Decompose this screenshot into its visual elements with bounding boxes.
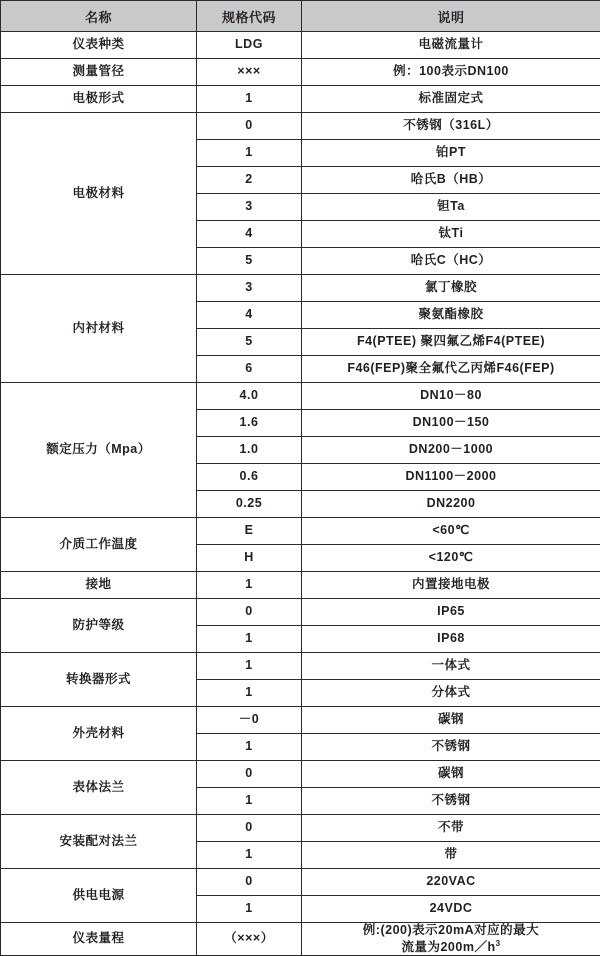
column-header-description: 说明 — [302, 1, 600, 32]
table-row — [1, 32, 600, 59]
table-row — [1, 275, 600, 302]
spec-code-cell: 0 — [197, 761, 302, 788]
description-line: 例:(200)表示20mA对应的最大 — [302, 923, 600, 939]
row-name-cell: 仪表种类 — [1, 32, 197, 59]
description-cell: 哈氏B（HB） — [302, 167, 600, 194]
table-header-row — [1, 1, 600, 32]
spec-code-cell: LDG — [197, 32, 302, 59]
spec-code-cell: 1 — [197, 680, 302, 707]
description-cell: 聚氨酯橡胶 — [302, 302, 600, 329]
description-cell: DN10－80 — [302, 383, 600, 410]
description-cell: <60℃ — [302, 518, 600, 545]
spec-code-cell: 4 — [197, 302, 302, 329]
row-name-cell: 外壳材料 — [1, 707, 197, 761]
column-header-code: 规格代码 — [197, 1, 302, 32]
spec-code-cell: E — [197, 518, 302, 545]
description-line: 流量为$200m/h^3$ — [302, 939, 600, 956]
table-row — [1, 869, 600, 896]
spec-code-cell: 1 — [197, 653, 302, 680]
exponent: 3 — [496, 939, 501, 948]
spec-code-cell: －0 — [197, 707, 302, 734]
description-cell: 不锈钢 — [302, 788, 600, 815]
description-cell: 不锈钢（316L） — [302, 113, 600, 140]
row-name-cell: 内衬材料 — [1, 275, 197, 383]
table-row — [1, 599, 600, 626]
spec-code-cell: 0.6 — [197, 464, 302, 491]
description-cell: DN1100－2000 — [302, 464, 600, 491]
table-row — [1, 815, 600, 842]
table-row — [1, 761, 600, 788]
row-name-cell: 电极材料 — [1, 113, 197, 275]
spec-code-cell: 1.6 — [197, 410, 302, 437]
description-cell: F4(PTEE) 聚四氟乙烯F4(PTEE) — [302, 329, 600, 356]
spec-code-cell: 1 — [197, 788, 302, 815]
description-cell: DN2200 — [302, 491, 600, 518]
spec-code-cell: 0 — [197, 599, 302, 626]
description-cell: 一体式 — [302, 653, 600, 680]
description-cell: 220VAC — [302, 869, 600, 896]
spec-code-cell: 4.0 — [197, 383, 302, 410]
table-body — [1, 32, 600, 956]
spec-code-cell: 2 — [197, 167, 302, 194]
table-row — [1, 59, 600, 86]
spec-code-cell: H — [197, 545, 302, 572]
spec-code-cell: 1 — [197, 734, 302, 761]
description-cell: 带 — [302, 842, 600, 869]
description-cell: 铂PT — [302, 140, 600, 167]
row-name-cell: 测量管径 — [1, 59, 197, 86]
table-row — [1, 518, 600, 545]
spec-code-cell: 1 — [197, 626, 302, 653]
spec-code-cell: 1 — [197, 896, 302, 923]
description-cell: 不锈钢 — [302, 734, 600, 761]
spec-code-cell: 4 — [197, 221, 302, 248]
spec-code-cell: 5 — [197, 248, 302, 275]
spec-code-cell: （×××） — [197, 923, 302, 956]
row-name-cell: 安装配对法兰 — [1, 815, 197, 869]
description-cell: 碳钢 — [302, 707, 600, 734]
description-cell: 氯丁橡胶 — [302, 275, 600, 302]
description-cell: 哈氏C（HC） — [302, 248, 600, 275]
description-cell: IP65 — [302, 599, 600, 626]
description-cell: 电磁流量计 — [302, 32, 600, 59]
description-cell: F46(FEP)聚全氟代乙丙烯F46(FEP) — [302, 356, 600, 383]
spec-code-cell: 1.0 — [197, 437, 302, 464]
description-cell: IP68 — [302, 626, 600, 653]
row-name-cell: 额定压力（Mpa） — [1, 383, 197, 518]
column-header-name: 名称 — [1, 1, 197, 32]
row-name-cell: 介质工作温度 — [1, 518, 197, 572]
spec-code-cell: ××× — [197, 59, 302, 86]
table-row — [1, 923, 600, 956]
table-row — [1, 113, 600, 140]
description-cell: DN100－150 — [302, 410, 600, 437]
spec-code-cell: 3 — [197, 275, 302, 302]
row-name-cell: 接地 — [1, 572, 197, 599]
description-cell: 24VDC — [302, 896, 600, 923]
row-name-cell: 防护等级 — [1, 599, 197, 653]
spec-code-cell: 6 — [197, 356, 302, 383]
spec-code-cell: 1 — [197, 140, 302, 167]
description-cell: 钛Ti — [302, 221, 600, 248]
description-cell: 钽Ta — [302, 194, 600, 221]
spec-code-cell: 1 — [197, 842, 302, 869]
table-row — [1, 707, 600, 734]
spec-code-cell: 0.25 — [197, 491, 302, 518]
description-cell: 例：100表示DN100 — [302, 59, 600, 86]
description-cell: <120℃ — [302, 545, 600, 572]
spec-code-cell: 0 — [197, 869, 302, 896]
description-cell — [302, 923, 600, 956]
row-name-cell: 转换器形式 — [1, 653, 197, 707]
spec-code-cell: 1 — [197, 572, 302, 599]
description-cell: 碳钢 — [302, 761, 600, 788]
spec-code-cell: 5 — [197, 329, 302, 356]
spec-code-cell: 3 — [197, 194, 302, 221]
table-header — [1, 1, 600, 32]
spec-code-cell: 1 — [197, 86, 302, 113]
table-row — [1, 383, 600, 410]
row-name-cell: 供电电源 — [1, 869, 197, 923]
table-row — [1, 572, 600, 599]
row-name-cell: 仪表量程 — [1, 923, 197, 956]
description-cell: 分体式 — [302, 680, 600, 707]
spec-code-cell: 0 — [197, 113, 302, 140]
description-cell: 不带 — [302, 815, 600, 842]
spec-code-cell: 0 — [197, 815, 302, 842]
row-name-cell: 表体法兰 — [1, 761, 197, 815]
row-name-cell: 电极形式 — [1, 86, 197, 113]
table-row — [1, 653, 600, 680]
table-row — [1, 86, 600, 113]
description-cell: DN200－1000 — [302, 437, 600, 464]
description-cell: 标准固定式 — [302, 86, 600, 113]
description-cell: 内置接地电极 — [302, 572, 600, 599]
